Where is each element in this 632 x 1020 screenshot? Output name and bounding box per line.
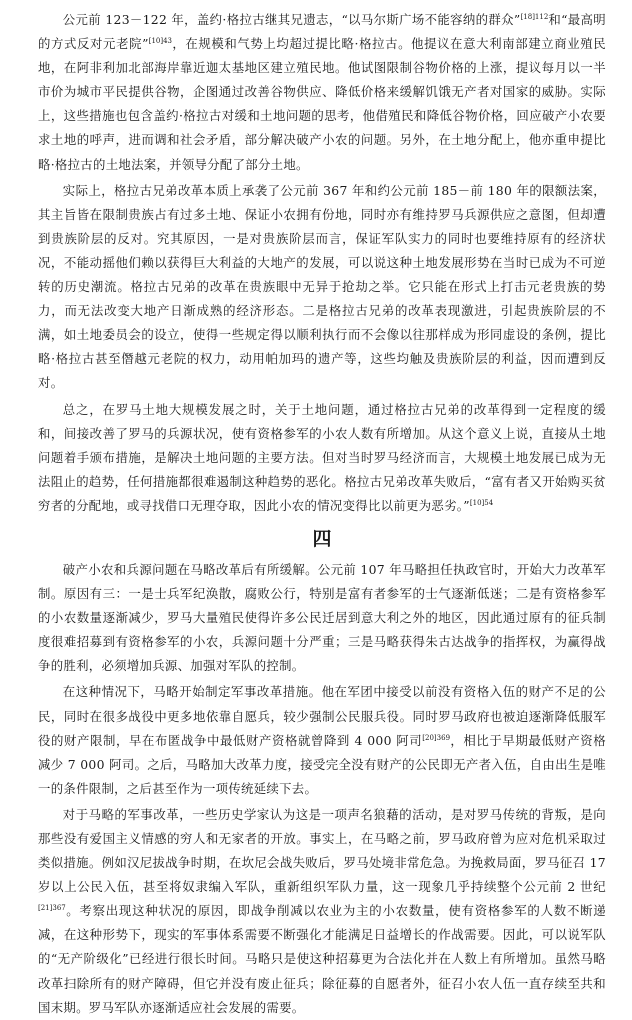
text-segment: 对于马略的军事改革，一些历史学家认为这是一项声名狼藉的活动，是对罗马传统的背叛，是向那些没有爱国主义情感的穷人和无家者的开放。事实上，在马略之前，罗马政府曾为应对危机采取过类似措施。例如汉尼拔战争时期，在坎尼会战失败后，罗马处境非常危急。为挽救局面，罗马征召 17 岁以上公民入伍，甚至将奴隶编入军队，重新组织军队力量，这一现象几乎持续整个公元前 2 世纪 xyxy=(38,806,606,895)
text-segment: ，相比于早期最低财产资格减少 7 000 阿司。之后，马略加大改革力度，接受完全没有财产的公民即无产者入伍，自由出生是唯一的条件限制，之后甚至作为一项传统延续下去。 xyxy=(38,732,606,796)
paragraph xyxy=(38,179,606,396)
citation-superscript: [10]54 xyxy=(469,498,494,507)
text-segment: 总之，在罗马土地大规模发展之时，关于土地问题，通过格拉古兄弟的改革得到一定程度的缓和，间接改善了罗马的兵源状况，使有资格参军的小农人数有所增加。从这个意义上说，直接从土地问题着手颁布措施，是解决土地问题的主要方法。但对当时罗马经济而言，大规模土地发展已成为无法阻止的趋势，任何措施都很难遏制这种趋势的恶化。格拉古兄弟改革失败后，“富有者又开始购买贫穷者的分配地，或寻找借口无理夺取，因此小农的情况变得比以前更为恶劣。” xyxy=(38,401,606,513)
paragraph xyxy=(38,8,606,177)
text-segment: 。考察出现这种状况的原因，即战争削减以农业为主的小农数量，使有资格参军的人数不断递减，在这种形势下，现实的军事体系需要不断强化才能满足日益增长的作战需要。因此，可以说军队的“无产阶级化”已经进行很长时间。马略只是使这种招募更为合法化并在人数上有所增加。虽然马略改革扫除所有的财产障碍，但它并没有废止征兵；除征募的自愿者外，征召小农人伍一直存续至共和国末期。罗马军队亦逐渐适应社会发展的需要。 xyxy=(38,903,606,1015)
citation-superscript: [18]112 xyxy=(520,12,549,21)
paragraphs-section-3 xyxy=(38,8,606,518)
paragraph xyxy=(38,680,606,800)
text-segment: 破产小农和兵源问题在马略改革后有所缓解。公元前 107 年马略担任执政官时，开始大力改革军制。原因有三：一是士兵军纪涣散，腐败公行，特别是富有者参军的士气逐渐低迷；二是有资格参军的小农数量逐渐减少，罗马大量殖民使得许多公民迁居到意大利之外的地区，因此通过原有的征兵制度很难招募到有资格参军的小农，兵源问题十分严重；三是马略获得朱古达战争的指挥权，为赢得战争的胜利，必须增加兵源、加强对军队的控制。 xyxy=(38,561,606,674)
citation-superscript: [21]367 xyxy=(38,904,66,913)
paragraphs-section-4 xyxy=(38,558,606,1020)
paragraph xyxy=(38,803,606,1020)
citation-superscript: [10]43 xyxy=(148,36,173,45)
citation-superscript: [20]369 xyxy=(422,733,451,742)
text-segment: 公元前 123－122 年，盖约·格拉古继其兄遗志，“以马尔斯广场不能容纳的群众” xyxy=(62,12,521,27)
text-segment: 和“最高明的方式反对元老院” xyxy=(38,12,606,52)
text-segment: 在这种情况下，马略开始制定军事改革措施。他在军团中接受以前没有资格入伍的财产不足的公民，同时在很多战役中更多地依靠自愿兵，较少强制公民服兵役。同时罗马政府也被迫逐渐降低服军役的财产限制，早在布匿战争中最低财产资格就曾降到 4 000 阿司 xyxy=(38,684,606,748)
text-segment: ，在规模和气势上均超过提比略·格拉古。他提议在意大利南部建立商业殖民地，在阿非利加北部海岸靠近迦太基地区建立殖民地。他试图限制谷物价格的上涨，提议每月以一半市价为城市平民提供谷物，企图通过改善谷物供应、降低价格来缓解饥饿无产者对国家的威胁。实际上，这些措施也包含盖约·格拉古对缓和土地问题的思考，他借殖民和降低谷物价格，回应破产小农要求土地的呼声，进而调和社会矛盾，部分解决破产小农的问题。另外，在土地分配上，他亦重申提比略·格拉古的土地法案，并领导分配了部分土地。 xyxy=(38,36,606,172)
document-page xyxy=(38,8,606,1015)
paragraph xyxy=(38,558,606,678)
paragraph xyxy=(38,398,606,518)
text-segment: 实际上，格拉古兄弟改革本质上承袭了公元前 367 年和约公元前 185－前 180 年的限额法案，其主旨皆在限制贵族占有过多土地、保证小农拥有份地，同时亦有维持罗马兵源供应之意图，但却遭到贵族阶层的反对。究其原因，一是对贵族阶层而言，保证军队实力的同时也要维持原有的经济状况，不能动摇他们赖以获得巨大利益的大地产的发展，可以说这种土地发展形势在当时已成为不可逆转的历史潮流。格拉古兄弟的改革在贵族眼中无异于抢劫之举。它只能在形式上打击元老贵族的势力，而无法改变大地产日渐成熟的经济形态。二是格拉古兄弟的改革表现激进，引起贵族阶层的不满，如土地委员会的设立，使得一些规定得以顺利执行而不会像以往那样成为形同虚设的条例，提比略·格拉古甚至僭越元老院的权力，动用帕加玛的遗产等，这些均触及贵族阶层的利益，因而遭到反对。 xyxy=(38,182,606,391)
section-heading: 四 xyxy=(312,527,332,550)
